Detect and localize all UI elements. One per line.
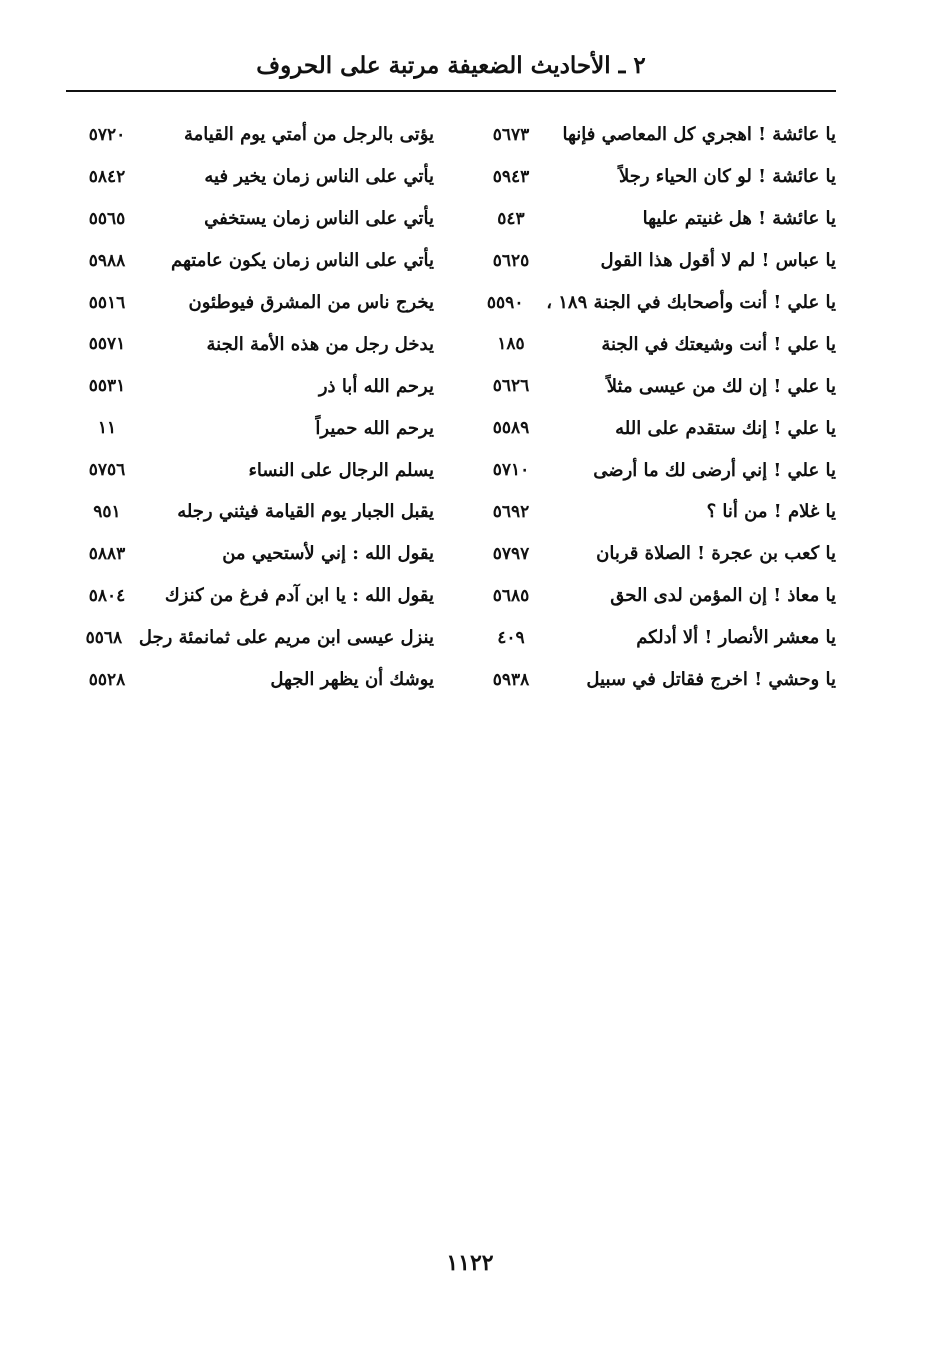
- entry-text: يا عباس ! لم لا أقول هذا القول: [600, 250, 836, 272]
- index-entry: [72, 323, 434, 365]
- entry-number: ٥٩٨٨: [88, 250, 126, 271]
- entry-number: ٥٨٠٤: [88, 585, 126, 606]
- entry-text: يوشك أن يظهر الجهل: [270, 669, 434, 691]
- entry-text: يا علي ! إن لك من عيسى مثلاً: [606, 375, 836, 397]
- entry-number: ٥٥٢٨: [88, 669, 126, 690]
- entry-text: يؤتى بالرجل من أمتي يوم القيامة: [184, 124, 434, 146]
- index-entry: [72, 365, 434, 407]
- index-entry: [72, 491, 434, 533]
- index-entry: [470, 156, 836, 198]
- index-entry: [470, 365, 836, 407]
- entry-text: يا عائشة ! اهجري كل المعاصي فإنها: [562, 124, 836, 146]
- index-entry: [470, 282, 836, 324]
- entry-text: ينزل عيسى ابن مريم على ثمانمئة رجل: [138, 627, 434, 649]
- entry-text: يا معاذ ! إن المؤمن لدى الحق: [610, 585, 836, 607]
- entry-number: ٥٥٧١: [88, 334, 126, 355]
- header-title: ٢ ـ الأحاديث الضعيفة مرتبة على الحروف: [256, 52, 646, 79]
- entry-text: يسلم الرجال على النساء: [248, 459, 434, 481]
- index-entry: [470, 240, 836, 282]
- entry-text: يا غلام ! من أنا ؟: [706, 501, 836, 523]
- entry-number: ٩٥١: [93, 501, 121, 522]
- index-entry: [72, 659, 434, 701]
- entry-number: ٥٧٥٦: [88, 460, 126, 481]
- header-rule: [66, 90, 836, 92]
- entry-number: ٥٧٢٠: [88, 124, 126, 145]
- index-entry: [470, 407, 836, 449]
- page-number: ١١٢٢: [446, 1250, 494, 1276]
- entry-text: يا وحشي ! اخرج فقاتل في سبيل: [586, 669, 836, 691]
- index-entry: [72, 617, 434, 659]
- entry-number: ٥٥٦٥: [88, 208, 126, 229]
- entry-text: يا علي ! أنت وشيعتك في الجنة: [601, 333, 836, 355]
- index-entry: [470, 198, 836, 240]
- entry-number: ٥٥٨٩: [492, 418, 530, 439]
- entry-number: ٥٥٦٨: [85, 627, 123, 648]
- entry-number: ١١: [97, 418, 117, 439]
- entry-number: ٥٥٩٠: [486, 292, 524, 313]
- entry-text: يا علي ! إنك ستقدم على الله: [615, 417, 836, 439]
- entry-number: ٥٦٢٥: [492, 250, 530, 271]
- entry-number: ٥٦٩٢: [492, 501, 530, 522]
- entry-text: يأتي على الناس زمان يستخفي: [204, 208, 434, 230]
- entry-number: ٥٤٣: [497, 208, 525, 229]
- entry-text: يا علي ! إني أرضى لك ما أرضى: [593, 459, 836, 481]
- entry-text: يقول الله : يا ابن آدم فرغ من كنزك: [164, 585, 434, 607]
- index-column-right: [470, 114, 836, 700]
- entry-number: ٥٦٧٣: [492, 124, 530, 145]
- entry-text: يرحم الله أبا ذر: [318, 375, 434, 397]
- index-entry: [470, 449, 836, 491]
- index-entry: [72, 114, 434, 156]
- index-entry: [72, 407, 434, 449]
- entry-number: ٥٧١٠: [492, 460, 530, 481]
- index-entry: [72, 449, 434, 491]
- entry-number: ١٨٥: [497, 334, 525, 355]
- index-entry: [72, 575, 434, 617]
- entry-number: ٥٥٣١: [88, 376, 126, 397]
- index-entry: [470, 617, 836, 659]
- index-entry: [470, 659, 836, 701]
- entry-text: يقول الله : إني لأستحيي من: [222, 543, 434, 565]
- index-entry: [470, 575, 836, 617]
- index-entry: [470, 323, 836, 365]
- entry-text: يقبل الجبار يوم القيامة فيثني رجله: [177, 501, 434, 523]
- index-entry: [72, 156, 434, 198]
- entry-text: يا عائشة ! هل غنيتم عليها: [642, 208, 836, 230]
- entry-number: ٤٠٩: [497, 627, 525, 648]
- index-column-left: [72, 114, 434, 700]
- entry-text: يا كعب بن عجرة ! الصلاة قربان: [596, 543, 836, 565]
- entry-text: يرحم الله حميراً: [315, 417, 434, 439]
- entry-number: ٥٥١٦: [88, 292, 126, 313]
- entry-number: ٥٧٩٧: [492, 543, 530, 564]
- entry-text: يا عائشة ! لو كان الحياء رجلاً: [618, 166, 836, 188]
- entry-number: ٥٦٨٥: [492, 585, 530, 606]
- entry-number: ٥٨٤٢: [88, 166, 126, 187]
- index-entry: [470, 491, 836, 533]
- index-entry: [72, 533, 434, 575]
- entry-number: ٥٦٢٦: [492, 376, 530, 397]
- entry-number: ٥٩٤٣: [492, 166, 530, 187]
- index-entry: [470, 533, 836, 575]
- index-entry: [470, 114, 836, 156]
- entry-text: يخرج ناس من المشرق فيوطئون: [188, 292, 434, 313]
- index-entry: [72, 240, 434, 282]
- entry-text: يا معشر الأنصار ! ألا أدلكم: [636, 627, 836, 649]
- running-header: [66, 46, 836, 90]
- entry-text: يدخل رجل من هذه الأمة الجنة: [206, 333, 434, 355]
- index-entry: [72, 198, 434, 240]
- entry-text: يا علي ! أنت وأصحابك في الجنة ١٨٩ ،: [546, 292, 836, 313]
- entry-text: يأتي على الناس زمان يخير فيه: [204, 166, 434, 188]
- entry-number: ٥٩٣٨: [492, 669, 530, 690]
- entry-number: ٥٨٨٣: [88, 543, 126, 564]
- entry-text: يأتي على الناس زمان يكون عامتهم: [171, 250, 434, 272]
- index-entry: [72, 282, 434, 324]
